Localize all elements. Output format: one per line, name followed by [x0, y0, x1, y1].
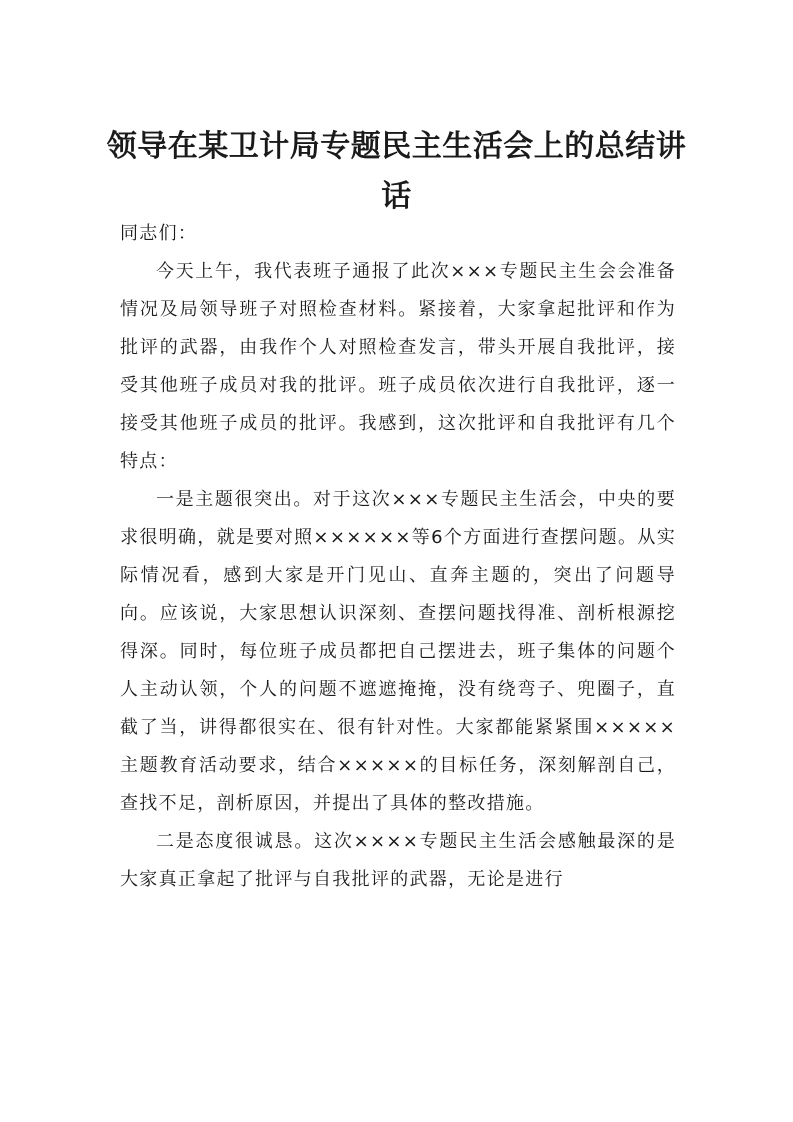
document-title: 领导在某卫计局专题民主生活会上的总结讲话 — [106, 129, 687, 214]
paragraph-opening: 今天上午，我代表班子通报了此次×××专题民主生会会准备情况及局领导班子对照检查材料。紧接着，大家拿起批评和作为批评的武器，由我作个人对照检查发言，带头开展自我批评，接受其他班子成员对我的批评。班子成员依次进行自我批评，逐一接受其他班子成员的批评。我感到，这次批评和自我批评有几个特点： — [120, 261, 676, 472]
salutation: 同志们： — [120, 223, 198, 244]
document-body — [120, 215, 676, 899]
paragraph-point-one: 一是主题很突出。对于这次×××专题民主生活会，中央的要求很明确，就是要对照××××××等6个方面进行查摆问题。从实际情况看，感到大家是开门见山、直奔主题的，突出了问题导向。应该说，大家思想认识深刻、查摆问题找得准、剖析根源挖得深。同时，每位班子成员都把自己摆进去，班子集体的问题个人主动认领，个人的问题不遮遮掩掩，没有绕弯子、兜圈子，直截了当，讲得都很实在、很有针对性。大家都能紧紧围×××××主题教育活动要求，结合×××××的目标任务，深刻解剖自己，查找不足，剖析原因，并提出了具体的整改措施。 — [120, 489, 676, 814]
paragraph-point-two: 二是态度很诚恳。这次××××专题民主生活会感触最深的是大家真正拿起了批评与自我批评的武器，无论是进行 — [120, 831, 676, 890]
